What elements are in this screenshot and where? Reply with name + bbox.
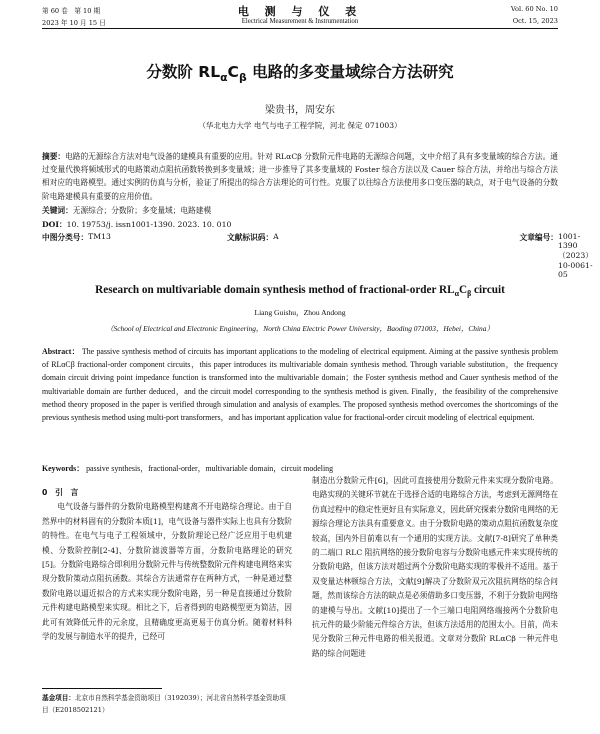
title-en: Research on multivariable domain synthesis method of fractional-order $RL_\alpha C_\beta$ circuit — [95, 284, 505, 299]
abstract-zh-label: 摘要： — [42, 152, 66, 161]
date-zh: 2023 年 10 月 15 日 — [42, 19, 106, 27]
abstract-en-label: Abstract： — [42, 347, 80, 356]
abstract-zh — [42, 150, 558, 203]
date-en: Oct. 15, 2023 — [512, 17, 558, 25]
keywords-zh: 关键词：无源综合；分数阶；多变量域；电路建模 — [42, 206, 212, 215]
body-right-text: 制造出分数阶元件[6]，因此可直接使用分数阶元件来实现分数阶电路。电路实现的关键环节就在于选择合适的电路综合方法，考虑到无源网络在仿真过程中的稳定性更好且有实际意义，因此研究探索分数阶电网络的无源综合理论方法具有重要意义。由于分数阶电路的策动点阻抗函数复杂度较高，国内外目前难以有一个通用的实现方法。文献[7-8]研究了单种类的二端口 RLC 阻抗网络的接分数阶电容与分数阶电感元件来实现传统的分数阶电路，但该方法对超过两个分数阶电路实现的零极并不适用。基于双变量达林顿综合方法，文献[9]解决了分数阶双元次阻抗网络的综合问题，然而该综合方法的缺点是必须借助多口变压器，不利于分数阶电网络的建模与导出。文献[10]提出了一个三端口电阻网络端接两个分数阶电抗元件的最少阶能元件综合方法，但该方法适用的范围太小。目前，尚未见分数阶三种元件电路的相关报道。文章对分数阶 RLαCβ 一种元件电路的综合问题进 — [312, 476, 559, 658]
body-left-text: 电气设备与器件的分数阶电路模型构建离不开电路综合理论。由于自然界中的材料固有的分数阶本质[1]，电气设备与器件实际上也具有分数阶的特性。在电气与电子工程领域中，分数阶理论已经广泛应用于电机建模、分数阶控制[2-4]、分数阶滤波器等方面，分数阶电路理论的研究[5]。分数阶电路综合即利用分数阶元件与传统整数阶元件构建电网络来实现分数阶策动点阻抗函数。其综合方法通常存在两种方式，一种是通过整数阶电路以逼近拟合的方式来实现分数阶电路，另一种是直接通过分数阶元件构建电路模型来实现。相比之下，后者得到的电路模型更为简洁，因此可有效降低元件的元余度，且精确度更高更易于仿真分析。随着材料科学的发展与制造水平的提升，已经可 — [42, 502, 292, 642]
doi: DOI：10. 19753/j. issn1001-1390. 2023. 10. 010 — [42, 220, 232, 229]
authors-zh: 梁贵书，周安东 — [265, 105, 335, 116]
funding-footnote: 基金项目：北京市自然科学基金资助项目（3192039）；河北省自然科学基金资助项目（E2018502121） — [42, 694, 286, 714]
abstract-en-text: The passive synthesis method of circuits has important applications to the modeling of electrical equipment. Aiming at the passive synthesis problem of RLαCβ fractional-order component circuits，this paper introduces its multivariable domain synthesis method. Through variable substitution，the frequency domain circuit driving point impedance function is transformed into the multivariable domain；the Foster synthesis method and Cauer synthesis method of the multivariable domain are further deduced，and the circuit model corresponding to the synthesis method is given. Finally，the feasibility of the comprehensive method theory proposed in the paper is verified through simulation and analysis of examples. The proposed synthesis method overcomes the shortcomings of the previous synthesis method using multi-port transformers，and has important application value for fractional-order circuit modeling of electrical equipment. — [42, 347, 558, 423]
article-number: 文章编号： 1001-1390（2023）10-0061-05 — [519, 232, 593, 279]
volume-issue-zh: 第 60 卷 第 10 期 — [42, 7, 101, 15]
affiliation-en: （School of Electrical and Electronic Engineering，North China Electric Power University，Baoding 071003，Hebei，China） — [106, 324, 494, 333]
abstract-zh-text: 电路的无源综合方法对电气设备的建模具有重要的应用。针对 RLαCβ 分数阶元件电路的无源综合问题，文中介绍了具有多变量域的综合方法。通过变量代换将频域形式的电路策动点阻抗函数转换到多变量域；进一步推导了其多变量域的 Foster 综合方法以及 Cauer 综合方法，并给出与综合方法相对应的电路模型。通过实例的仿真与分析，验证了所提出的综合方法理论的可行性。克服了以往综合方法使用多口变压器的缺点，对于电气设备的分数阶电路建模具有重要的应用价值。 — [42, 152, 558, 201]
journal-name-en: Electrical Measurement & Instrumentation — [241, 18, 359, 25]
classification-row — [42, 232, 593, 279]
document-code: 文献标识码： A — [227, 232, 279, 242]
volume-issue-en: Vol. 60 No. 10 — [510, 5, 558, 13]
keywords-en: Keywords： passive synthesis，fractional-order，multivariable domain，circuit modeling — [42, 464, 334, 473]
clc-number: 中图分类号： TM13 — [42, 232, 111, 242]
abstract-en — [42, 345, 558, 424]
title-zh: 分数阶 $RL_\alpha C_\beta$ 电路的多变量域综合方法研究 — [146, 63, 454, 85]
footnote-rule — [42, 688, 162, 689]
authors-en: Liang Guishu，Zhou Andong — [254, 308, 346, 317]
header-rule — [42, 28, 558, 29]
body-right-column — [312, 474, 558, 661]
body-left-column — [42, 486, 292, 644]
section-heading: 0 引 言 — [42, 488, 79, 497]
journal-name-zh: 电 测 与 仪 表 — [237, 5, 363, 18]
affiliation-zh: （华北电力大学 电气与电子工程学院，河北 保定 071003） — [198, 121, 402, 130]
